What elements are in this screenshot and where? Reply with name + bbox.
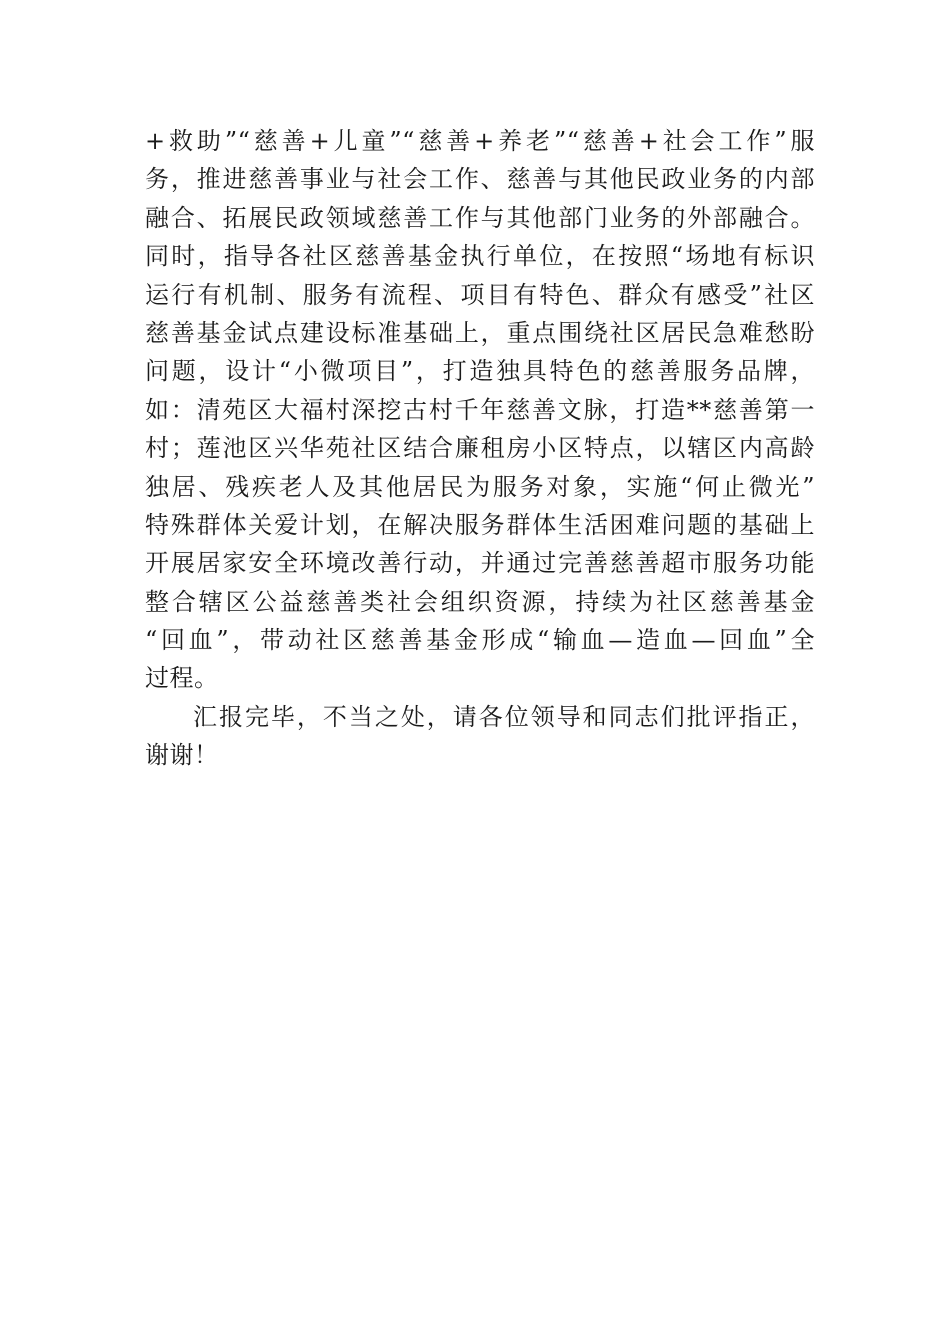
paragraph-1-line-6: 慈善基金试点建设标准基础上，重点围绕社区居民急难愁盼 bbox=[145, 318, 815, 347]
paragraph-1-line-13: 整合辖区公益慈善类社会组织资源，持续为社区慈善基金 bbox=[145, 587, 815, 616]
paragraph-1-line-5: 运行有机制、服务有流程、项目有特色、群众有感受”社区 bbox=[145, 280, 815, 309]
paragraph-1-line-12: 开展居家安全环境改善行动，并通过完善慈善超市服务功能 bbox=[145, 549, 815, 578]
document-body bbox=[145, 122, 815, 775]
paragraph-1-line-9: 村；莲池区兴华苑社区结合廉租房小区特点，以辖区内高龄 bbox=[145, 434, 815, 463]
paragraph-1-line-14: “回血”，带动社区慈善基金形成“输血—造血—回血”全 bbox=[145, 626, 815, 655]
paragraph-2 bbox=[145, 698, 815, 775]
paragraph-1-line-15: 过程。 bbox=[145, 664, 219, 693]
paragraph-1-line-4: 同时，指导各社区慈善基金执行单位，在按照“场地有标识 bbox=[145, 242, 815, 271]
paragraph-1-line-11: 特殊群体关爱计划，在解决服务群体生活困难问题的基础上 bbox=[145, 510, 815, 539]
paragraph-1-line-3: 融合、拓展民政领域慈善工作与其他部门业务的外部融合。 bbox=[145, 203, 815, 232]
paragraph-1-line-10: 独居、残疾老人及其他居民为服务对象，实施“何止微光” bbox=[145, 472, 815, 501]
paragraph-1-line-7: 问题，设计“小微项目”，打造独具特色的慈善服务品牌， bbox=[145, 357, 815, 386]
paragraph-1-line-1: +救助”“慈善+儿童”“慈善+养老”“慈善+社会工作”服 bbox=[145, 127, 815, 155]
paragraph-1-line-2: 务，推进慈善事业与社会工作、慈善与其他民政业务的内部 bbox=[145, 165, 815, 194]
paragraph-2-line-2: 谢谢！ bbox=[145, 741, 219, 770]
paragraph-1 bbox=[145, 122, 815, 698]
paragraph-1-line-8: 如：清苑区大福村深挖古村千年慈善文脉，打造**慈善第一 bbox=[145, 395, 815, 424]
paragraph-2-line-1: 汇报完毕，不当之处，请各位领导和同志们批评指正， bbox=[193, 702, 815, 731]
